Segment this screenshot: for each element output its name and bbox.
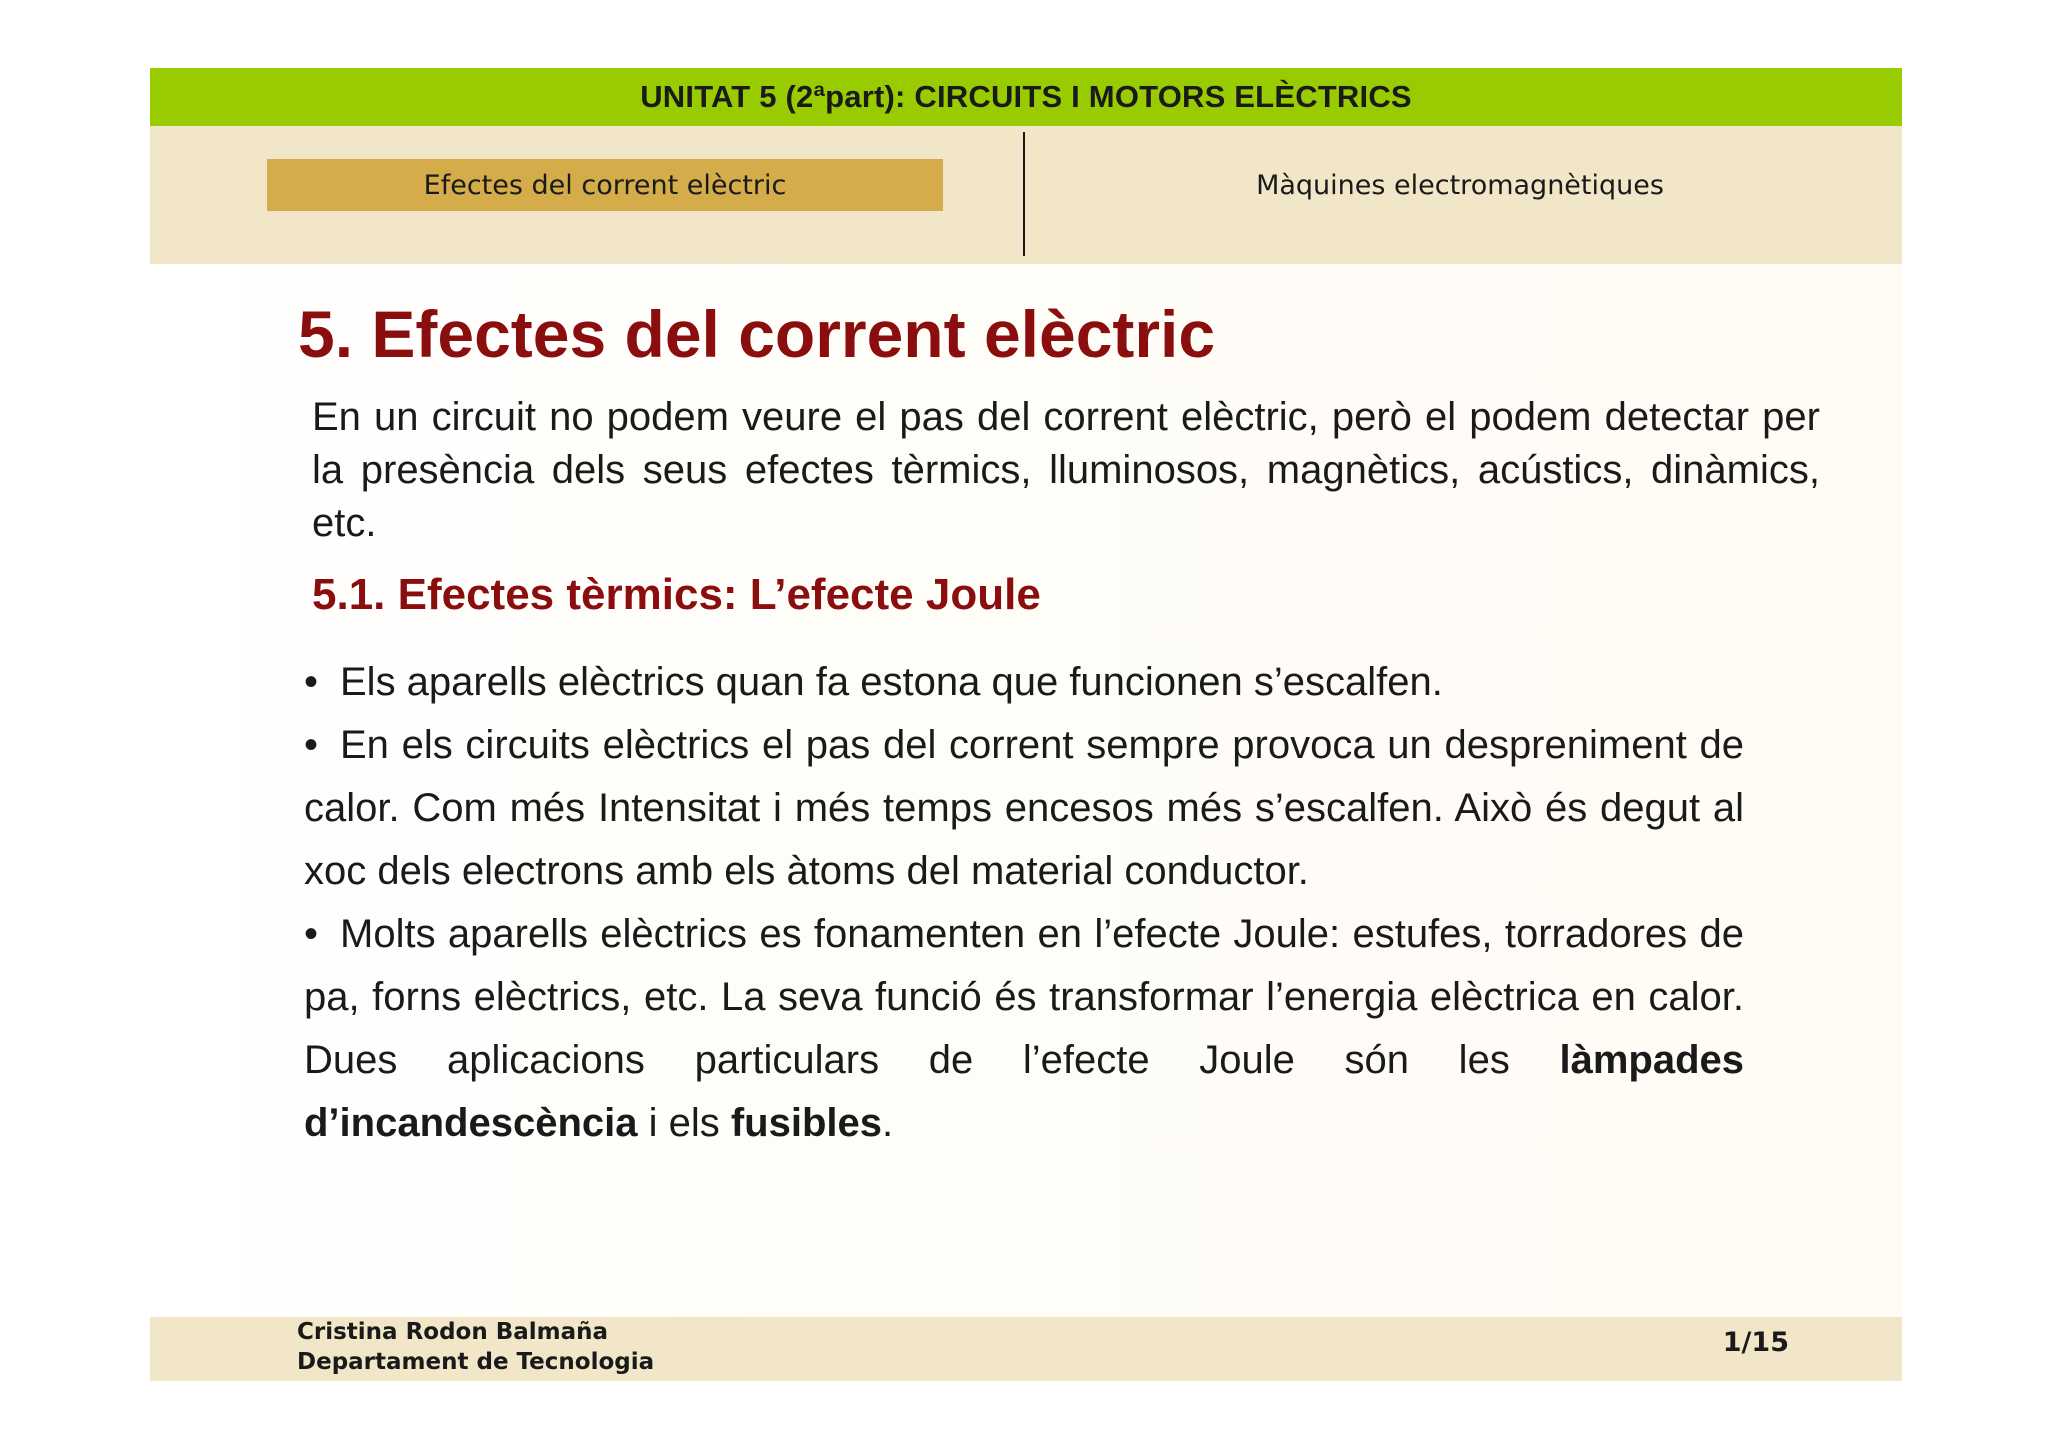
tab-maquines-electromagnetiques[interactable]: Màquines electromagnètiques bbox=[1256, 169, 1664, 201]
footer-bar bbox=[150, 1317, 1902, 1381]
unit-title: UNITAT 5 (2ªpart): CIRCUITS I MOTORS ELÈCTRICS bbox=[640, 79, 1412, 114]
page-number: 1/15 bbox=[1722, 1327, 1789, 1358]
bullet-text: . bbox=[882, 1101, 894, 1145]
bullet-icon: • bbox=[304, 660, 319, 704]
footer-credits bbox=[297, 1317, 654, 1377]
unit-header-bar bbox=[150, 68, 1902, 126]
section-heading: 5.1. Efectes tèrmics: L’efecte Joule bbox=[312, 570, 1041, 619]
bullet-icon: • bbox=[304, 912, 319, 956]
list-item bbox=[304, 714, 1744, 903]
bold-term-lampades: làmpades d’incandescència bbox=[304, 1038, 1744, 1145]
section-nav bbox=[150, 126, 1902, 264]
list-item bbox=[304, 903, 1744, 1155]
bullet-text: Els aparells elèctrics quan fa estona que funcionen s’escalfen. bbox=[340, 660, 1443, 704]
tab-efectes-corrent[interactable]: Efectes del corrent elèctric bbox=[267, 159, 943, 211]
bullet-text: i els bbox=[637, 1101, 731, 1145]
intro-paragraph: En un circuit no podem veure el pas del corrent elèctric, però el podem detectar per la presència dels seus efectes tèrmics, lluminosos, magnètics, acústics, dinàmics, etc. bbox=[312, 395, 1820, 545]
bullet-list bbox=[304, 651, 1744, 1155]
list-item bbox=[304, 651, 1744, 714]
bold-term-fusibles: fusibles bbox=[730, 1101, 882, 1145]
bullet-icon: • bbox=[304, 723, 319, 767]
bullet-text: Molts aparells elèctrics es fonamenten en l’efecte Joule: estufes, torradores de pa, forns elèctrics, etc. La seva funció és transformar l’energia elèctrica en calor. Dues aplicacions particulars de l’efecte Joule són les bbox=[304, 912, 1744, 1082]
department-name: Departament de Tecnologia bbox=[297, 1349, 655, 1375]
page-title: 5. Efectes del corrent elèctric bbox=[298, 297, 1216, 371]
author-name: Cristina Rodon Balmaña bbox=[297, 1319, 609, 1345]
bullet-text: En els circuits elèctrics el pas del corrent sempre provoca un despreniment de calor. Com més Intensitat i més temps encesos més s’escalfen. Això és degut al xoc dels electrons amb els àtoms del material conductor. bbox=[304, 723, 1744, 893]
tab-divider bbox=[1023, 132, 1025, 256]
